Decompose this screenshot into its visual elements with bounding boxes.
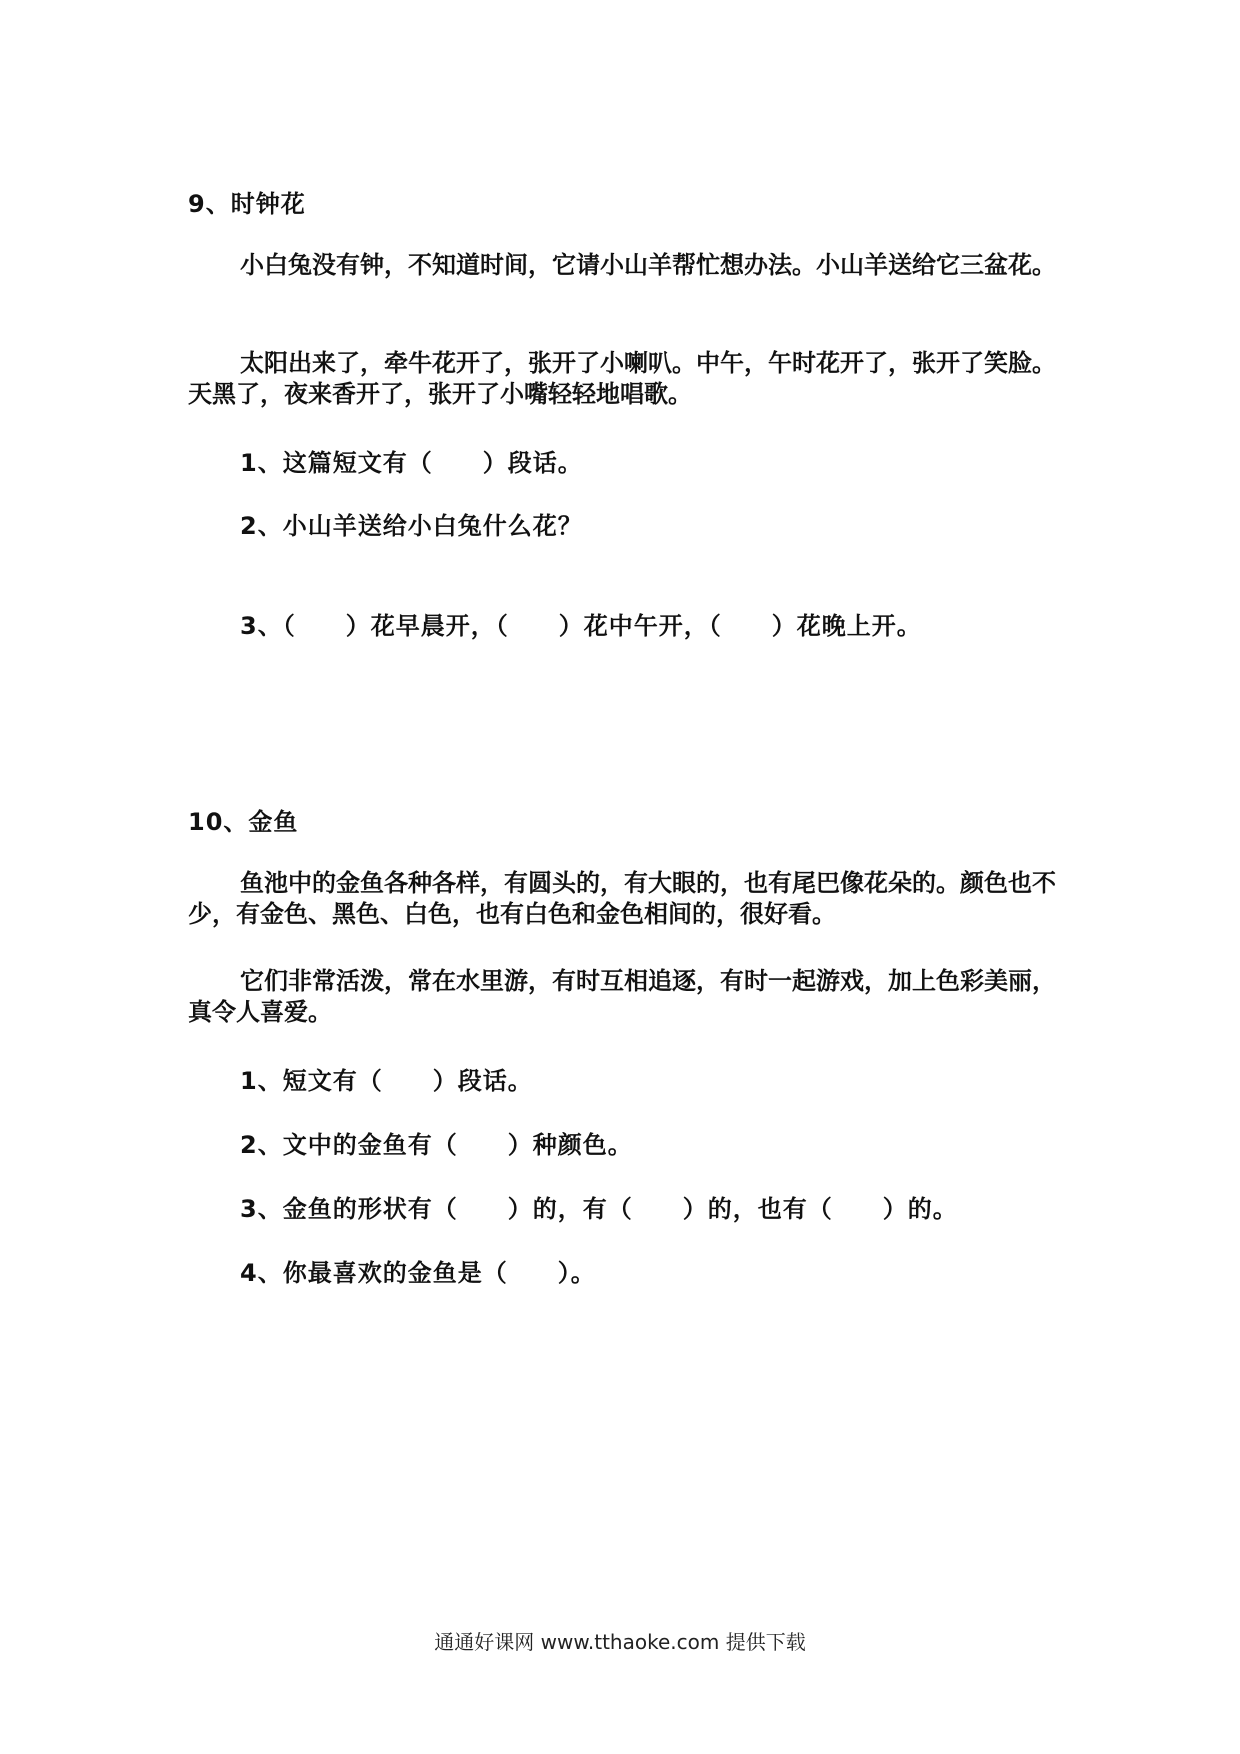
section-title-clock-flower: 9、时钟花 [188,190,306,218]
paragraph-text: 它们非常活泼，常在水里游，有时互相追逐，有时一起游戏，加上色彩美丽，真令人喜爱。 [188,967,1056,1026]
paragraph [188,348,1058,410]
page-footer: 通通好课网 www.tthaoke.com 提供下载 [434,1630,806,1654]
question: 2、小山羊送给小白兔什么花？ [240,512,583,540]
question: 4、你最喜欢的金鱼是（ ）。 [240,1259,596,1287]
question: 3、金鱼的形状有（ ）的，有（ ）的，也有（ ）的。 [240,1195,958,1223]
question: 1、短文有（ ）段话。 [240,1067,533,1095]
paragraph-text: 鱼池中的金鱼各种各样，有圆头的，有大眼的，也有尾巴像花朵的。颜色也不少，有金色、黑色、白色，也有白色和金色相间的，很好看。 [188,869,1056,928]
question: 3、（ ）花早晨开，（ ）花中午开，（ ）花晚上开。 [240,612,922,640]
paragraph [188,966,1058,1028]
section-title-goldfish: 10、金鱼 [188,808,299,836]
paragraph-text: 小白兔没有钟，不知道时间，它请小山羊帮忙想办法。小山羊送给它三盆花。 [240,251,1056,279]
paragraph [188,868,1058,930]
question: 2、文中的金鱼有（ ）种颜色。 [240,1131,633,1159]
paragraph-text: 太阳出来了，牵牛花开了，张开了小喇叭。中午，午时花开了，张开了笑脸。天黑了，夜来香开了，张开了小嘴轻轻地唱歌。 [188,349,1056,408]
paragraph [188,250,1058,281]
question: 1、这篇短文有（ ）段话。 [240,449,583,477]
